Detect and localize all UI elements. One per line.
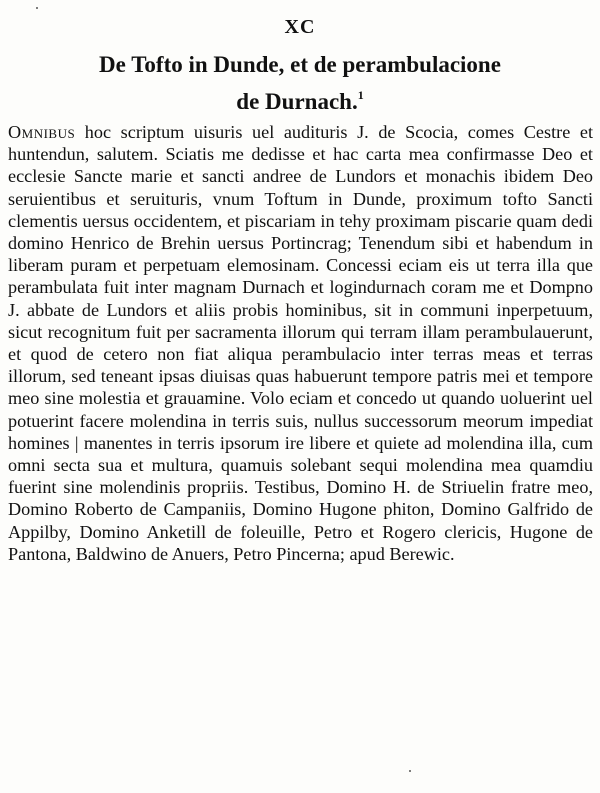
charter-title — [40, 50, 560, 117]
print-speck — [36, 7, 38, 9]
charter-title-line1: De Tofto in Dunde, et de perambulacione — [99, 52, 501, 77]
charter-title-line2: de Durnach. — [236, 89, 358, 114]
print-speck — [409, 770, 411, 772]
charter-number: XC — [284, 16, 316, 38]
lead-word: Omnibus — [8, 122, 76, 142]
charter-body — [8, 121, 593, 565]
footnote-marker: 1 — [357, 88, 364, 102]
charter-text: hoc scriptum uisuris uel audituris J. de Scocia, comes Cestre et huntendun, salutem. Sciatis me dedisse et hac carta mea confirmasse Deo et ecclesie Sancte marie et sancti andree de Lundors et monachis ibidem Deo seruientibus et seruituris, vnum Toftum in Dunde, proximum tofto Sancti clementis uersus occidentem, et piscariam in tehy proximam piscarie quam dedi domino Henrico de Brehin uersus Portincrag; Tenendum sibi et habendum in liberam puram et perpetuam elemosinam. Concessi eciam eis ut terra illa que perambulata fuit inter magnam Durnach et logindurnach coram me et Dompno J. abbate de Lundors et aliis probis hominibus, sit in communi inperpetuum, sicut recognitum fuit per sacramenta illorum qui terram illam perambulauerunt, et quod de cetero non fiat aliqua perambulacio inter terras meas et terras illorum, sed teneant ipsas diuisas quas habuerunt tempore patris mei et tempore meo sine molestia et grauamine. Volo eciam et concedo ut quando uoluerint uel potuerint facere molendina in terris suis, nullus successorum meorum impediat homines | manentes in terris ipsorum ire libere et quiete ad molendina illa, cum omni secta sua et multura, quamuis solebant sequi molendina mea quamdiu fuerint sine molendinis propriis. Testibus, Domino H. de Striuelin fratre meo, Domino Roberto de Campaniis, Domino Hugone phiton, Domino Galfrido de Appilby, Domino Anketill de foleuille, Petro et Rogero clericis, Hugone de Pantona, Baldwino de Anuers, Petro Pincerna; apud Berewic. — [8, 122, 593, 564]
